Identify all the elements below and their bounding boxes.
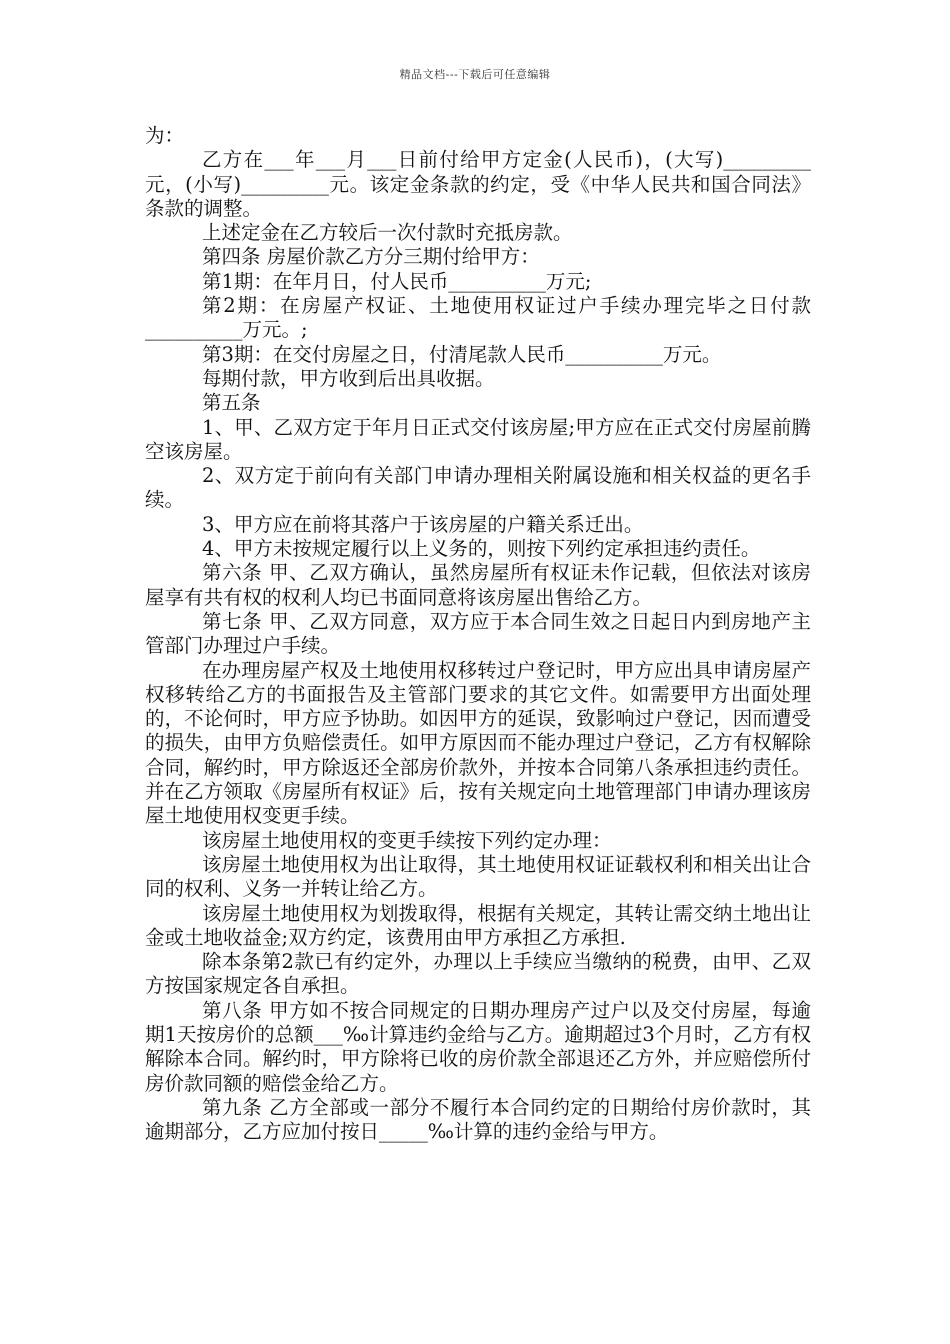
paragraph-land-allocation: 该房屋土地使用权为划拨取得，根据有关规定，其转让需交纳土地出让金或土地收益金;双方约定，该费用由甲方承担乙方承担. xyxy=(145,901,811,949)
article-5-item-2: 2、双方定于前向有关部门申请办理相关附属设施和相关权益的更名手续。 xyxy=(145,464,811,512)
document-body xyxy=(145,124,811,1144)
installment-1: 第1期：在年月日，付人民币__________万元; xyxy=(202,269,592,293)
paragraph-deposit: 乙方在___年___月___日前付给甲方定金(人民币)，(大写)_________元，(小写)_________元。该定金条款的约定，受《中华人民共和国合同法》条款的调整。 xyxy=(145,148,811,220)
installment-3: 第3期：在交付房屋之日，付清尾款人民币__________万元。 xyxy=(202,342,722,366)
paragraph-land-use-change: 该房屋土地使用权的变更手续按下列约定办理： xyxy=(202,828,612,852)
article-4-title: 第四条 房屋价款乙方分三期付给甲方： xyxy=(202,245,540,269)
paragraph-deposit-offset: 上述定金在乙方较后一次付款时充抵房款。 xyxy=(202,221,573,245)
paragraph-intro: 为： xyxy=(145,124,185,147)
article-9: 第九条 乙方全部或一部分不履行本合同约定的日期给付房价款时，其逾期部分，乙方应加付按日_____‰计算的违约金给与甲方。 xyxy=(145,1095,811,1144)
article-6: 第六条 甲、乙双方确认，虽然房屋所有权证未作记载，但依法对该房屋享有共有权的权利人均已书面同意将该房屋出售给乙方。 xyxy=(145,561,811,609)
article-5-item-4: 4、甲方未按规定履行以上义务的，则按下列约定承担违约责任。 xyxy=(202,537,761,561)
page-header: 精品文档---下载后可任意编辑 xyxy=(399,68,551,81)
article-5-item-1: 1、甲、乙双方定于年月日正式交付该房屋;甲方应在正式交付房屋前腾空该房屋。 xyxy=(145,415,811,463)
paragraph-transfer-registration: 在办理房屋产权及土地使用权移转过户登记时，甲方应出具申请房屋产权移转给乙方的书面报告及主管部门要求的其它文件。如需要甲方出面处理的，不论何时，甲方应予协助。如因甲方的延误，致影响过户登记，因而遭受的损失，由甲方负赔偿责任。如甲方原因而不能办理过户登记，乙方有权解除合同，解约时，甲方除返还全部房价款外，并按本合同第八条承担违约责任。并在乙方领取《房屋所有权证》后，按有关规定向土地管理部门申请办理该房屋土地使用权变更手续。 xyxy=(145,658,811,828)
paragraph-land-transfer: 该房屋土地使用权为出让取得，其土地使用权证证载权利和相关出让合同的权利、义务一并转让给乙方。 xyxy=(145,852,811,901)
article-7: 第七条 甲、乙双方同意，双方应于本合同生效之日起日内到房地产主管部门办理过户手续。 xyxy=(145,609,811,658)
installment-2: 第2期：在房屋产权证、土地使用权证过户手续办理完毕之日付款__________万元。; xyxy=(145,294,811,342)
paragraph-taxes: 除本条第2款已有约定外，办理以上手续应当缴纳的税费，由甲、乙双方按国家规定各自承担。 xyxy=(145,950,811,998)
article-5-item-3: 3、甲方应在前将其落户于该房屋的户籍关系迁出。 xyxy=(202,512,644,536)
article-5-title: 第五条 xyxy=(202,391,261,415)
article-8: 第八条 甲方如不按合同规定的日期办理房产过户以及交付房屋，每逾期1天按房价的总额___‰计算违约金给与乙方。逾期超过3个月时，乙方有权解除本合同。解约时，甲方除将已收的房价款全部退还乙方外，并应赔偿所付房价款同额的赔偿金给乙方。 xyxy=(145,998,811,1095)
paragraph-receipt: 每期付款，甲方收到后出具收据。 xyxy=(202,366,495,390)
